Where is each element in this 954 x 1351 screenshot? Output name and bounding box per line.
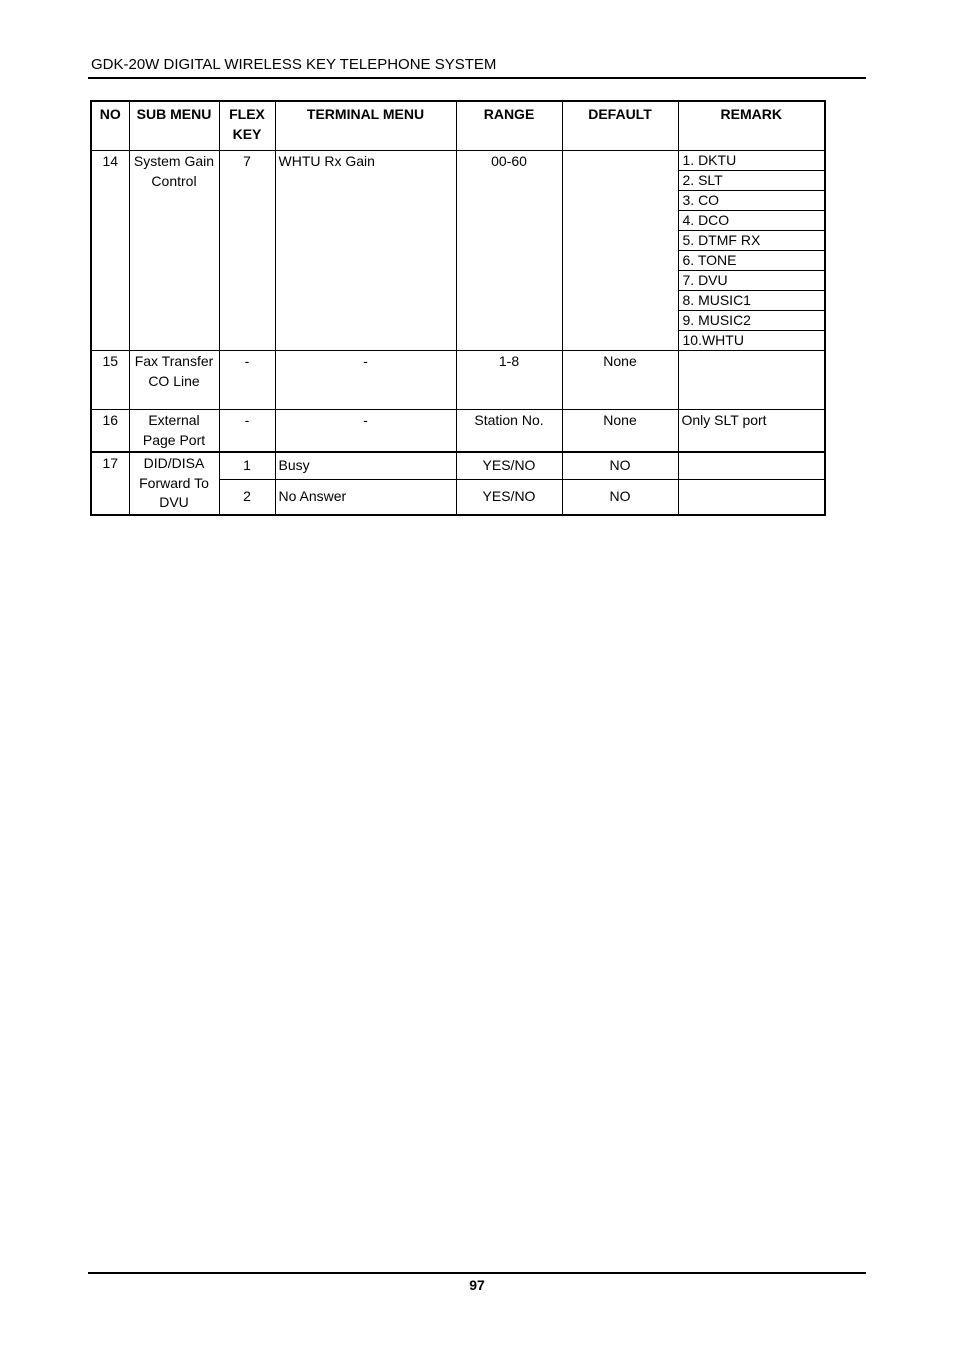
column-header-range: RANGE (456, 101, 562, 151)
remark-list-item: 8. MUSIC1 (679, 291, 825, 311)
system-settings-table (90, 100, 826, 516)
row-terminal-menu: No Answer (275, 480, 456, 515)
row-range: YES/NO (456, 480, 562, 515)
remark-list-item: 5. DTMF RX (679, 231, 825, 251)
row-no: 16 (91, 410, 129, 453)
footer-divider (88, 1272, 866, 1274)
row-flex-key: 7 (219, 151, 275, 351)
row-range: 00-60 (456, 151, 562, 351)
table-row (91, 351, 825, 410)
row-default: None (562, 410, 678, 453)
row-default: NO (562, 452, 678, 480)
remark-list-item: 1. DKTU (679, 151, 825, 171)
row-flex-key: - (219, 351, 275, 410)
row-terminal-menu: - (275, 351, 456, 410)
remark-list-item: 4. DCO (679, 211, 825, 231)
row-remark: Only SLT port (678, 410, 825, 453)
row-range: Station No. (456, 410, 562, 453)
column-header-no: NO (91, 101, 129, 151)
row-remark (678, 480, 825, 515)
row-remark (678, 452, 825, 480)
row-no: 14 (91, 151, 129, 351)
row-no: 15 (91, 351, 129, 410)
row-default: None (562, 351, 678, 410)
row-no: 17 (91, 452, 129, 515)
row-terminal-menu: WHTU Rx Gain (275, 151, 456, 351)
remark-list-item: 9. MUSIC2 (679, 311, 825, 331)
remark-list-item: 7. DVU (679, 271, 825, 291)
row-default: NO (562, 480, 678, 515)
document-header-title: GDK-20W DIGITAL WIRELESS KEY TELEPHONE SYSTEM (91, 56, 497, 73)
remark-list-item: 6. TONE (679, 251, 825, 271)
header-divider (88, 77, 866, 79)
table-row (91, 151, 825, 351)
column-header-flex-key: FLEX KEY (219, 101, 275, 151)
row-range: YES/NO (456, 452, 562, 480)
row-sub-menu: External Page Port (129, 410, 219, 453)
row-terminal-menu: - (275, 410, 456, 453)
page-number: 97 (469, 1277, 485, 1293)
column-header-sub-menu: SUB MENU (129, 101, 219, 151)
row-flex-key: 1 (219, 452, 275, 480)
row-range: 1-8 (456, 351, 562, 410)
remark-list-item: 3. CO (679, 191, 825, 211)
row-remark (678, 351, 825, 410)
column-header-remark: REMARK (678, 101, 825, 151)
table-row (91, 410, 825, 453)
row-flex-key: - (219, 410, 275, 453)
row-terminal-menu: Busy (275, 452, 456, 480)
row-remark-list (678, 151, 825, 351)
table-row (91, 452, 825, 480)
row-sub-menu: System Gain Control (129, 151, 219, 351)
column-header-terminal-menu: TERMINAL MENU (275, 101, 456, 151)
row-flex-key: 2 (219, 480, 275, 515)
row-sub-menu: Fax Transfer CO Line (129, 351, 219, 410)
row-sub-menu: DID/DISA Forward To DVU (129, 452, 219, 515)
column-header-default: DEFAULT (562, 101, 678, 151)
row-default (562, 151, 678, 351)
remark-list-item: 10.WHTU (682, 332, 744, 348)
remark-list-item: 2. SLT (679, 171, 825, 191)
table-header-row (91, 101, 825, 151)
